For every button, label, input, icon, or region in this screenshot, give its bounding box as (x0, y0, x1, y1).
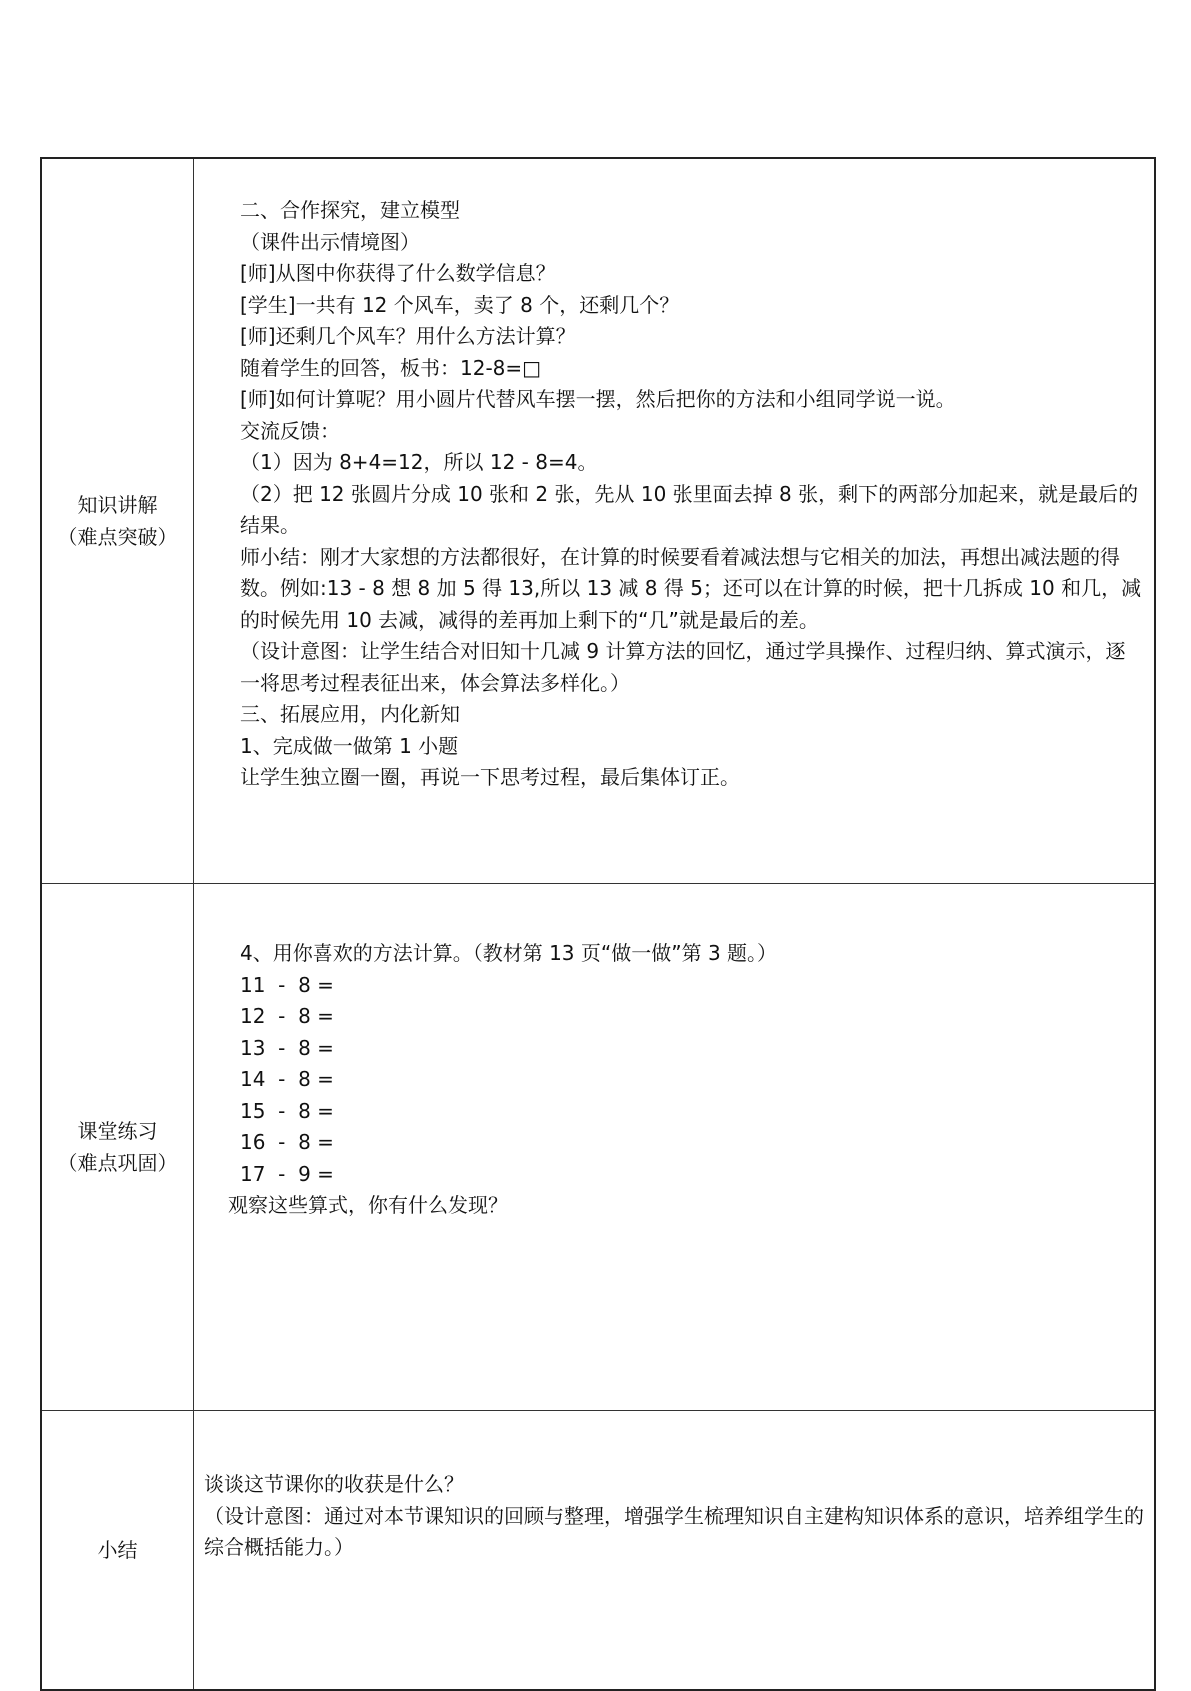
equation: 11 - 8 = (240, 972, 334, 997)
row-content-knowledge (194, 158, 1156, 884)
text-line: [师]如何计算呢？用小圆片代替风车摆一摆，然后把你的方法和小组同学说一说。 (240, 387, 956, 411)
lesson-plan-sheet (40, 157, 1156, 1691)
text-line: 谈谈这节课你的收获是什么？ (204, 1472, 464, 1496)
row-content-practice (194, 884, 1156, 1411)
row-label-knowledge (41, 158, 194, 884)
text-line: 1、完成做一做第 1 小题 (240, 733, 459, 758)
text-paragraph: 师小结：刚才大家想的方法都很好，在计算的时候要看着减法想与它相关的加法，再想出减法题的得数。例如:13 - 8 想 8 加 5 得 13,所以 13 减 8 得 5；还可以在计算的时候，把十几拆成 10 和几，减的时候先用 10 去减，减得的差再加上剩下的“几”就是最后的差。 (240, 544, 1142, 632)
row-label-summary (41, 1411, 194, 1691)
design-intent: （设计意图：让学生结合对旧知十几减 9 计算方法的回忆，通过学具操作、过程归纳、算式演示，逐一将思考过程表征出来，体会算法多样化。） (240, 639, 1126, 695)
text-line: 交流反馈： (240, 418, 340, 443)
exercise-intro: 4、用你喜欢的方法计算。（教材第 13 页“做一做”第 3 题。） (240, 941, 778, 965)
text-line: （1）因为 8+4=12，所以 12 - 8=4。 (240, 450, 598, 474)
label-line: 课堂练习 (77, 1119, 158, 1143)
text-line: （课件出示情境图） (240, 229, 420, 254)
equation: 13 - 8 = (240, 1035, 334, 1060)
label-line: 知识讲解 (77, 493, 158, 517)
lesson-plan-table (40, 157, 1156, 1691)
exercise-question: 观察这些算式，你有什么发现？ (228, 1193, 508, 1217)
table-row-practice (41, 884, 1155, 1411)
text-line: 随着学生的回答，板书：12-8=□ (240, 355, 542, 380)
label-line: （难点突破） (57, 525, 178, 549)
row-content-summary (194, 1411, 1156, 1691)
equation: 12 - 8 = (240, 1004, 334, 1028)
equation: 15 - 8 = (240, 1098, 334, 1123)
section-heading: 三、拓展应用，内化新知 (240, 702, 460, 726)
text-paragraph: （2）把 12 张圆片分成 10 张和 2 张，先从 10 张里面去掉 8 张，剩下的两部分加起来，就是最后的结果。 (240, 481, 1139, 537)
table-row-summary (41, 1411, 1155, 1691)
text-line: [学生]一共有 12 个风车，卖了 8 个，还剩几个？ (240, 292, 680, 317)
label-line: （难点巩固） (57, 1151, 178, 1175)
table-row-knowledge (41, 158, 1155, 884)
equation: 16 - 8 = (240, 1130, 334, 1154)
section-heading: 二、合作探究，建立模型 (240, 198, 460, 222)
text-line: [师]还剩几个风车？用什么方法计算？ (240, 324, 576, 348)
design-intent: （设计意图：通过对本节课知识的回顾与整理，增强学生梳理知识自主建构知识体系的意识，培养组学生的综合概括能力。） (204, 1503, 1144, 1559)
text-line: [师]从图中你获得了什么数学信息？ (240, 261, 556, 285)
equation: 14 - 8 = (240, 1067, 334, 1091)
text-line: 让学生独立圈一圈，再说一下思考过程，最后集体订正。 (240, 765, 740, 789)
row-label-practice (41, 884, 194, 1411)
label-line: 小结 (97, 1538, 138, 1562)
equation: 17 - 9 = (240, 1161, 334, 1186)
